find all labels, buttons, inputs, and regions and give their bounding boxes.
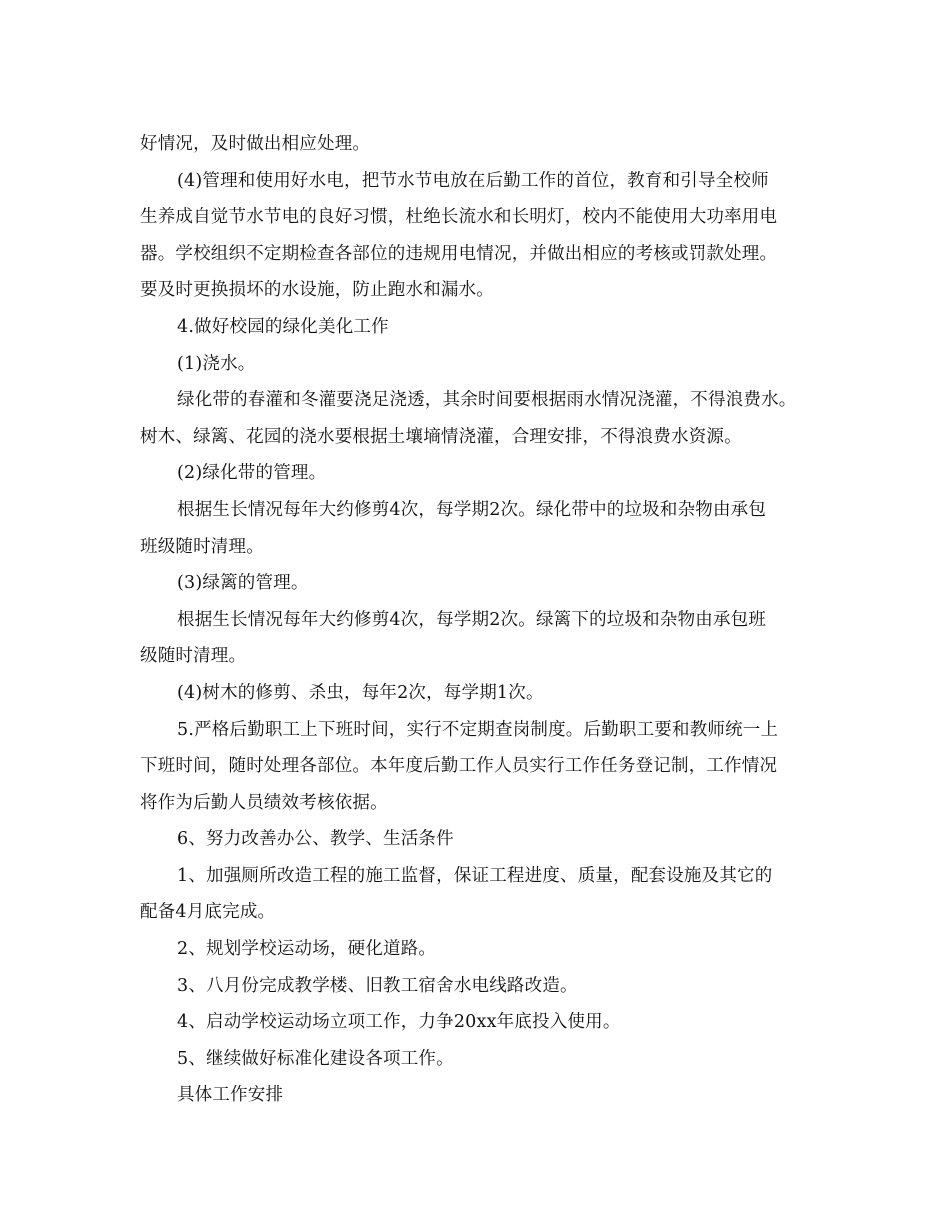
text-line: 5.严格后勤职工上下班时间，实行不定期查岗制度。后勤职工要和教师统一上 — [177, 719, 779, 740]
text-line: 3、八月份完成教学楼、旧教工宿舍水电线路改造。 — [177, 975, 578, 996]
text-line: (3)绿篱的管理。 — [177, 573, 309, 594]
text-line: (4)树木的修剪、杀虫，每年2次，每学期1次。 — [177, 682, 544, 703]
text-line: 班级随时清理。 — [140, 536, 264, 557]
text-line: 树木、绿篱、花园的浇水要根据土壤墒情浇灌，合理安排，不得浪费水资源。 — [140, 426, 742, 447]
text-line: (1)浇水。 — [177, 353, 256, 374]
text-line: 要及时更换损坏的水设施，防止跑水和漏水。 — [140, 280, 494, 301]
text-line: 下班时间，随时处理各部位。本年度后勤工作人员实行工作任务登记制，工作情况 — [140, 756, 778, 777]
text-line: 4.做好校园的绿化美化工作 — [177, 316, 389, 337]
text-line: 5、继续做好标准化建设各项工作。 — [177, 1048, 454, 1069]
text-line: 4、启动学校运动场立项工作，力争20xx年底投入使用。 — [177, 1012, 621, 1033]
document-body — [140, 126, 820, 1114]
text-line: 好情况，及时做出相应处理。 — [140, 134, 371, 154]
text-line: 配备4月底完成。 — [140, 902, 276, 923]
text-line: 2、规划学校运动场，硬化道路。 — [177, 939, 437, 960]
text-line: 根据生长情况每年大约修剪4次，每学期2次。绿化带中的垃圾和杂物由承包 — [177, 499, 767, 520]
text-line: 级随时清理。 — [140, 646, 247, 667]
text-line: 生养成自觉节水节电的良好习惯，杜绝长流水和长明灯，校内不能使用大功率用电 — [140, 207, 778, 228]
text-line: 根据生长情况每年大约修剪4次，每学期2次。绿篱下的垃圾和杂物由承包班 — [177, 609, 767, 630]
text-line: 将作为后勤人员绩效考核依据。 — [140, 792, 388, 813]
text-line: 6、努力改善办公、教学、生活条件 — [177, 829, 454, 850]
text-line: 器。学校组织不定期检查各部位的违规用电情况，并做出相应的考核或罚款处理。 — [140, 243, 778, 264]
text-line: (4)管理和使用好水电，把节水节电放在后勤工作的首位，教育和引导全校师 — [177, 170, 769, 191]
text-line: 绿化带的春灌和冬灌要浇足浇透，其余时间要根据雨水情况浇灌，不得浪费水。 — [177, 390, 797, 411]
text-line: (2)绿化带的管理。 — [177, 463, 327, 484]
text-line: 1、加强厕所改造工程的施工监督，保证工程进度、质量，配套设施及其它的 — [177, 865, 773, 886]
text-line: 具体工作安排 — [177, 1085, 284, 1106]
